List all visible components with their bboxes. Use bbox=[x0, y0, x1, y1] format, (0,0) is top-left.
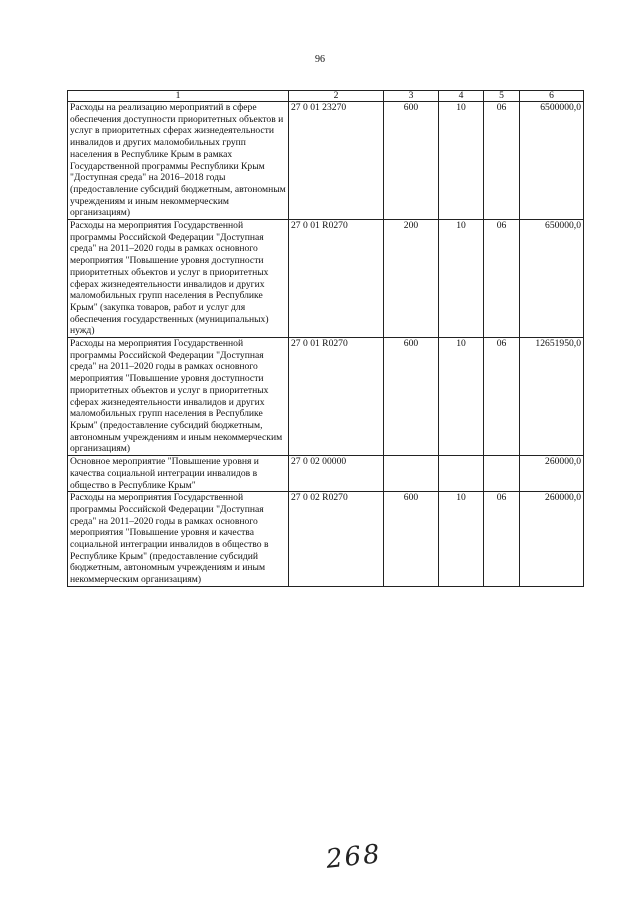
amount-cell: 12651950,0 bbox=[520, 338, 584, 456]
section-cell: 10 bbox=[439, 102, 484, 220]
amount-cell: 260000,0 bbox=[520, 456, 584, 492]
expense-type-cell: 600 bbox=[384, 102, 439, 220]
expense-type-cell bbox=[384, 456, 439, 492]
expense-type-cell: 600 bbox=[384, 492, 439, 587]
target-article-code-cell: 27 0 01 R0270 bbox=[289, 220, 384, 338]
column-header: 3 bbox=[384, 91, 439, 102]
column-header: 1 bbox=[68, 91, 289, 102]
table-row bbox=[68, 456, 584, 492]
section-cell: 10 bbox=[439, 492, 484, 587]
expense-name-cell: Расходы на мероприятия Государственной программы Российской Федерации "Доступная среда" на 2011–2020 годы в рамках основного мероприятия "Повышение уровня доступности приоритетных объектов и услуг в приоритетных сферах жизнедеятельности инвалидов и других маломобильных групп населения в Республике Крым" (предоставление субсидий бюджетным, автономным учреждениям и иным некоммерческим организациям) bbox=[68, 338, 289, 456]
budget-table bbox=[67, 90, 584, 587]
expense-name-cell: Расходы на реализацию мероприятий в сфере обеспечения доступности приоритетных объектов и услуг в приоритетных сферах жизнедеятельности инвалидов и других маломобильных групп населения в Республике Крым в рамках Государственной программы Республики Крым "Доступная среда" на 2016–2018 годы (предоставление субсидий бюджетным, автономным учреждениям и иным некоммерческим организациям) bbox=[68, 102, 289, 220]
target-article-code-cell: 27 0 01 23270 bbox=[289, 102, 384, 220]
subsection-cell bbox=[484, 456, 520, 492]
table-row bbox=[68, 102, 584, 220]
expense-type-cell: 200 bbox=[384, 220, 439, 338]
expense-name-cell: Расходы на мероприятия Государственной программы Российской Федерации "Доступная среда" на 2011–2020 годы в рамках основного мероприятия "Повышение уровня и качества социальной интеграции инвалидов в общество в Республике Крым" (предоставление субсидий бюджетным, автономным учреждениям и иным некоммерческим организациям) bbox=[68, 492, 289, 587]
target-article-code-cell: 27 0 02 00000 bbox=[289, 456, 384, 492]
target-article-code-cell: 27 0 01 R0270 bbox=[289, 338, 384, 456]
table-row bbox=[68, 220, 584, 338]
subsection-cell: 06 bbox=[484, 492, 520, 587]
column-header: 4 bbox=[439, 91, 484, 102]
amount-cell: 260000,0 bbox=[520, 492, 584, 587]
page-number: 96 bbox=[315, 54, 325, 65]
amount-cell: 650000,0 bbox=[520, 220, 584, 338]
table-row bbox=[68, 338, 584, 456]
subsection-cell: 06 bbox=[484, 220, 520, 338]
target-article-code-cell: 27 0 02 R0270 bbox=[289, 492, 384, 587]
section-cell bbox=[439, 456, 484, 492]
column-header: 2 bbox=[289, 91, 384, 102]
column-header: 6 bbox=[520, 91, 584, 102]
expense-name-cell: Основное мероприятие "Повышение уровня и качества социальной интеграции инвалидов в общество в Республике Крым" bbox=[68, 456, 289, 492]
amount-cell: 6500000,0 bbox=[520, 102, 584, 220]
section-cell: 10 bbox=[439, 338, 484, 456]
column-header: 5 bbox=[484, 91, 520, 102]
table-header-row bbox=[68, 91, 584, 102]
section-cell: 10 bbox=[439, 220, 484, 338]
subsection-cell: 06 bbox=[484, 338, 520, 456]
handwritten-page-number: 268 bbox=[324, 839, 384, 875]
expense-type-cell: 600 bbox=[384, 338, 439, 456]
subsection-cell: 06 bbox=[484, 102, 520, 220]
expense-name-cell: Расходы на мероприятия Государственной программы Российской Федерации "Доступная среда" на 2011–2020 годы в рамках основного мероприятия "Повышение уровня доступности приоритетных объектов и услуг в приоритетных сферах жизнедеятельности инвалидов и других маломобильных групп населения в Республике Крым" (закупка товаров, работ и услуг для обеспечения государственных (муниципальных) нужд) bbox=[68, 220, 289, 338]
table-row bbox=[68, 492, 584, 587]
